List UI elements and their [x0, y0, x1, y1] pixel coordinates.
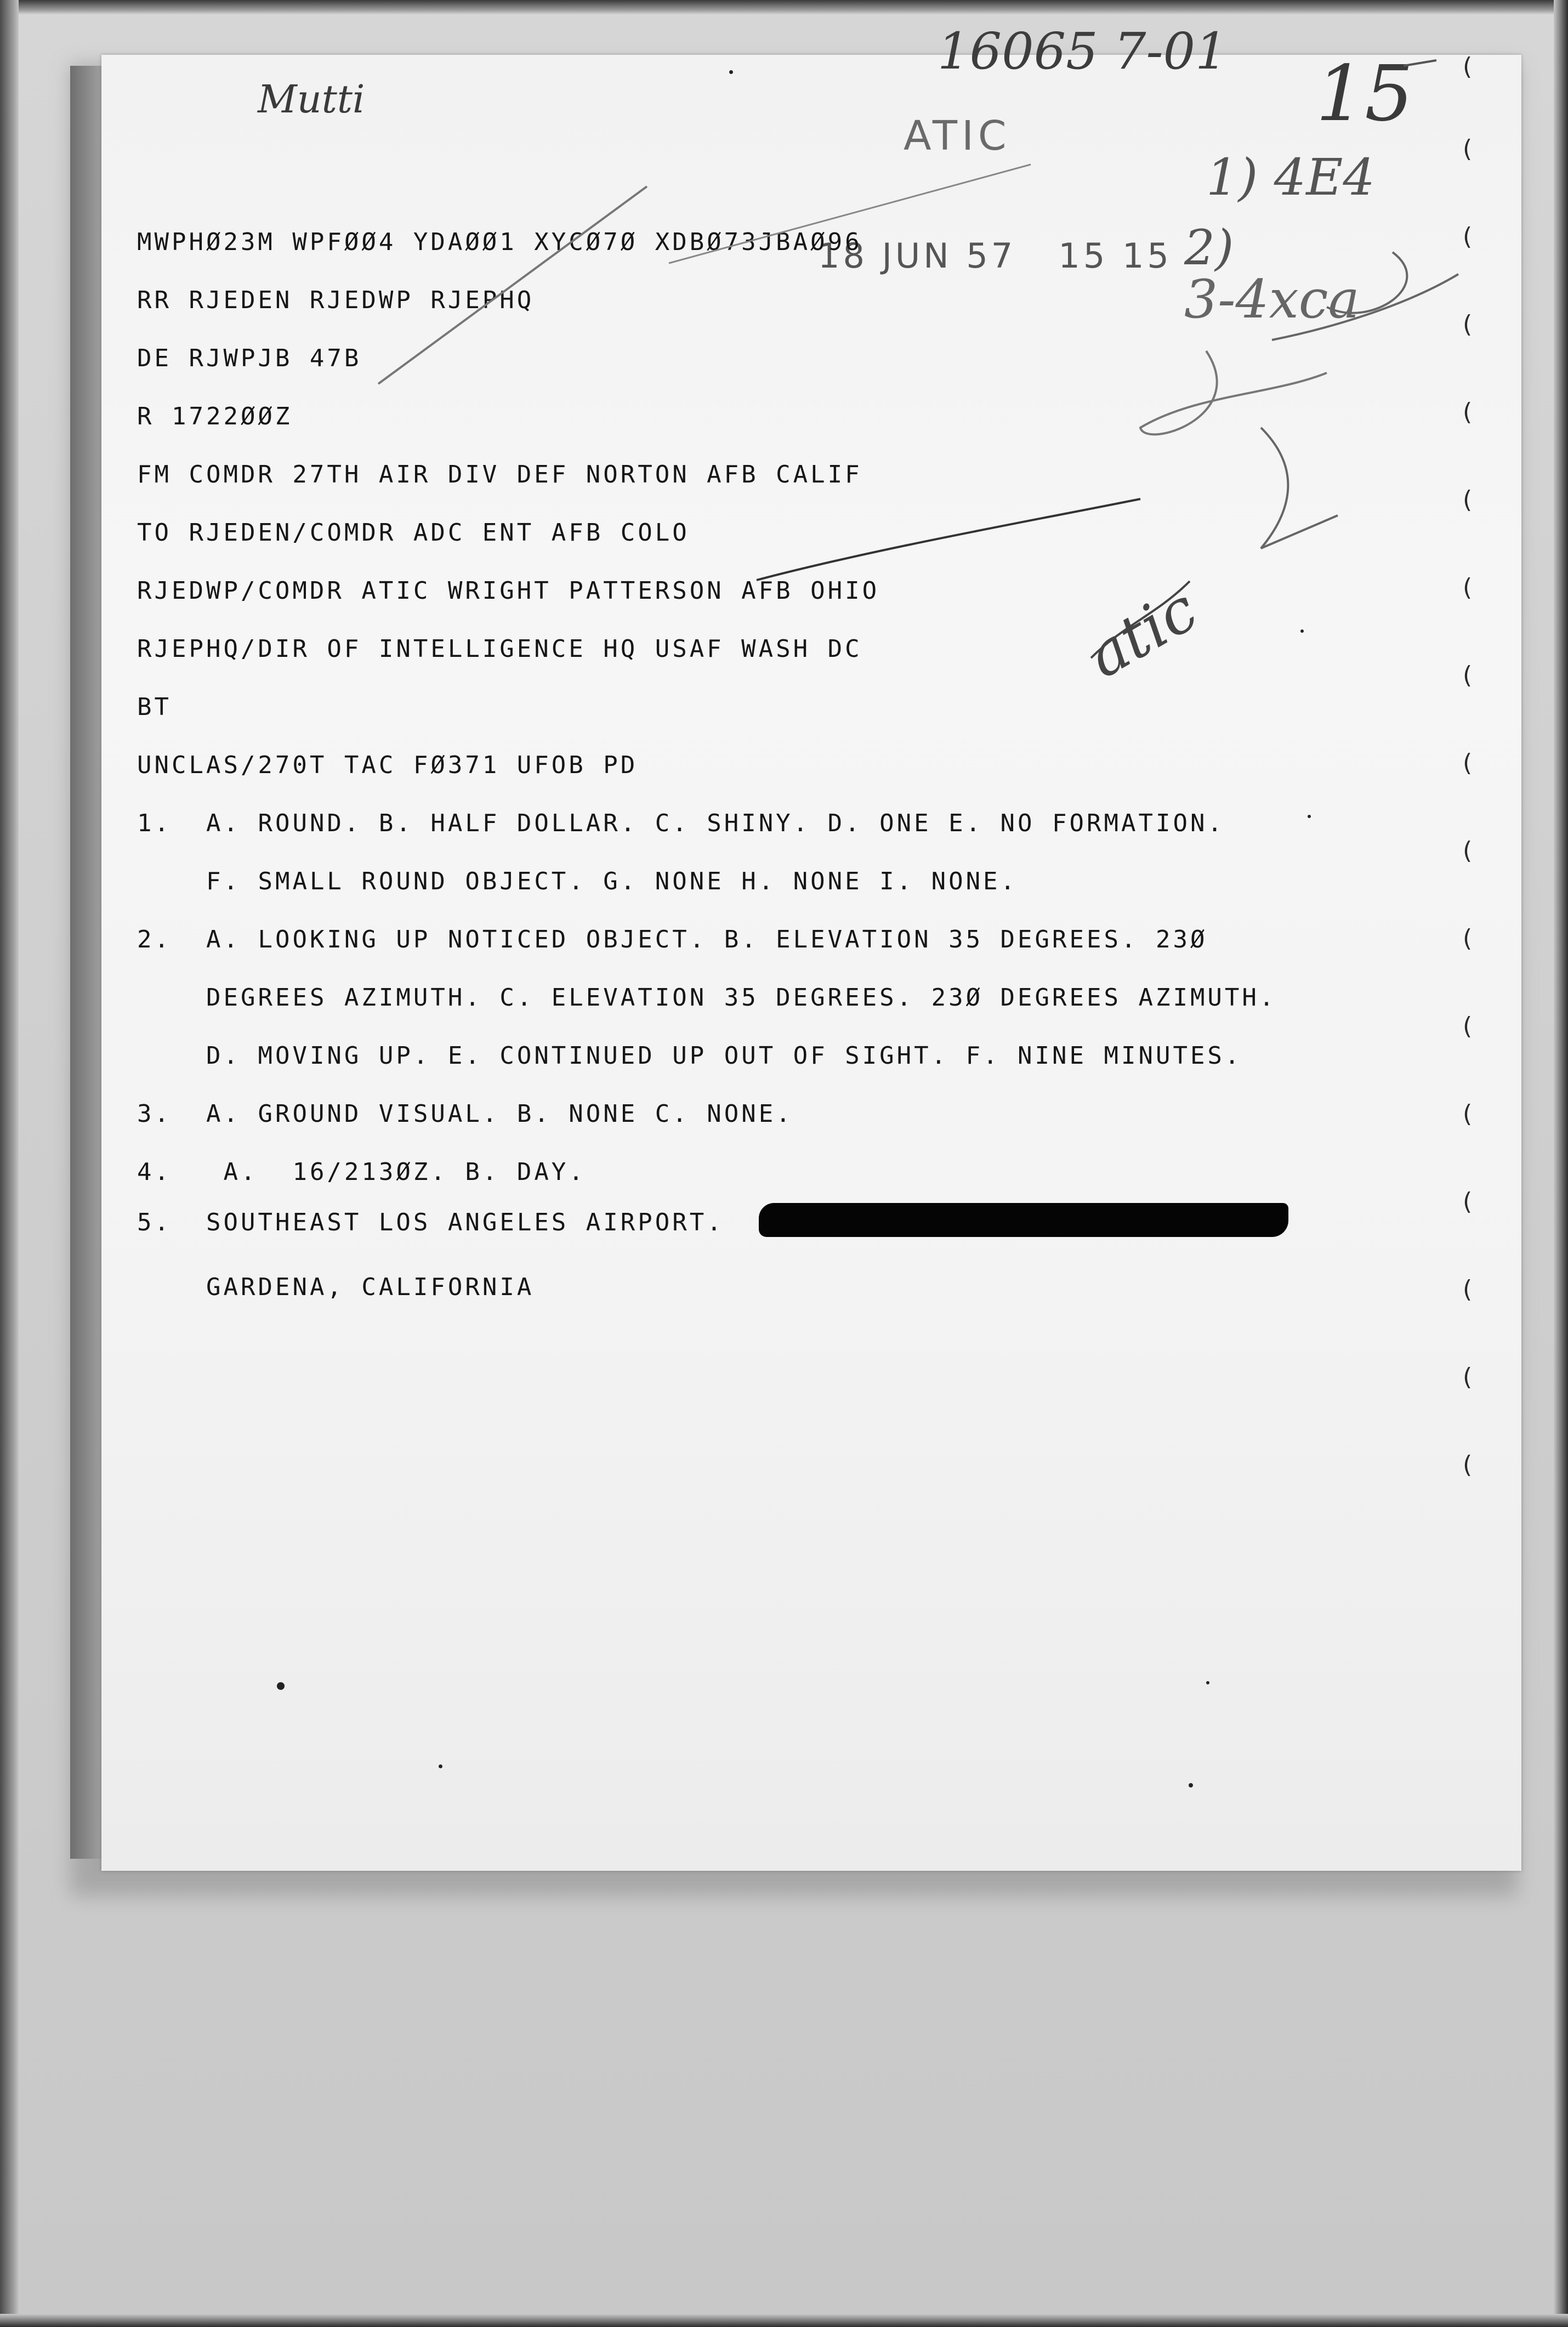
to-line: TO RJEDEN/COMDR ADC ENT AFB COLO [137, 519, 690, 547]
addressee-line-2: RJEDWP/COMDR ATIC WRIGHT PATTERSON AFB OHIO [137, 577, 880, 605]
handwritten-atic: atic [1075, 574, 1209, 692]
binder-hole-mark: ( [1463, 1363, 1473, 1391]
item-2-line-2: DEGREES AZIMUTH. C. ELEVATION 35 DEGREES. 23Ø DEGREES AZIMUTH. [206, 984, 1277, 1012]
binder-hole-mark: ( [1463, 486, 1473, 514]
pen-stroke [1140, 351, 1327, 434]
dust-speck [1206, 1681, 1209, 1684]
handwritten-note-3: 3-4xca [1184, 269, 1360, 330]
item-4-line-1: A. 16/213ØZ. B. DAY. [206, 1158, 586, 1186]
dust-speck [277, 1682, 285, 1690]
dust-speck [1189, 1783, 1193, 1787]
pen-stroke [1261, 428, 1338, 548]
handwritten-file-number: 16065 7-01 [938, 22, 1228, 81]
item-1-line-2: F. SMALL ROUND OBJECT. G. NONE H. NONE I. NONE. [206, 867, 1018, 895]
item-number: 1. [137, 809, 172, 837]
item-number: 4. [137, 1158, 172, 1186]
binder-hole-mark: ( [1463, 1100, 1473, 1128]
classification-line: UNCLAS/270T TAC FØ371 UFOB PD [137, 751, 638, 779]
item-2-line-3: D. MOVING UP. E. CONTINUED UP OUT OF SIGHT. F. NINE MINUTES. [206, 1042, 1242, 1070]
item-3-line-1: A. GROUND VISUAL. B. NONE C. NONE. [206, 1100, 793, 1128]
station-line: DE RJWPJB 47B [137, 344, 362, 372]
handwritten-page-number: 15 [1316, 49, 1414, 139]
binder-hole-mark: ( [1463, 1188, 1473, 1216]
binder-hole-mark: ( [1463, 53, 1473, 81]
binder-hole-mark: ( [1463, 310, 1473, 338]
date-time-stamp: 18 JUN 57 15 15 [818, 236, 1172, 276]
atic-stamp: ATIC [904, 112, 1011, 160]
handwritten-note-1: 1) 4E4 [1206, 148, 1375, 207]
precedence-line: RR RJEDEN RJEDWP RJEPHQ [137, 286, 535, 314]
from-line: FM COMDR 27TH AIR DIV DEF NORTON AFB CALIF [137, 461, 862, 489]
item-2-line-1: A. LOOKING UP NOTICED OBJECT. B. ELEVATION 35 DEGREES. 23Ø [206, 926, 1208, 953]
routing-line: MWPHØ23M WPFØØ4 YDAØØ1 XYCØ7Ø XDBØ73JBAØ96 [137, 228, 862, 256]
dust-speck [439, 1764, 442, 1768]
handwritten-note-2: 2) [1184, 219, 1234, 276]
dust-speck [1308, 815, 1311, 818]
item-5-line-2: GARDENA, CALIFORNIA [206, 1273, 535, 1301]
item-number: 5. [137, 1208, 172, 1236]
item-5-line-1: SOUTHEAST LOS ANGELES AIRPORT. [206, 1208, 724, 1236]
pen-stroke [1272, 252, 1458, 340]
pen-stroke [669, 164, 1031, 263]
binder-hole-mark: ( [1463, 837, 1473, 865]
binder-hole-mark: ( [1463, 574, 1473, 601]
pen-stroke [757, 499, 1140, 580]
binder-hole-mark: ( [1463, 924, 1473, 952]
dust-speck [1300, 629, 1304, 633]
binder-hole-mark: ( [1463, 398, 1473, 426]
item-number: 2. [137, 926, 172, 953]
pen-stroke [1404, 60, 1436, 66]
binder-hole-mark: ( [1463, 223, 1473, 251]
dust-speck [729, 70, 733, 74]
binder-hole-mark: ( [1463, 135, 1473, 163]
binder-hole-mark: ( [1463, 1275, 1473, 1303]
break-line: BT [137, 693, 172, 721]
binder-hole-mark: ( [1463, 749, 1473, 777]
binder-hole-mark: ( [1463, 661, 1473, 689]
item-number: 3. [137, 1100, 172, 1128]
handwritten-initials: Mutti [258, 77, 365, 122]
dtg-line: R 1722ØØZ [137, 402, 293, 430]
item-1-line-1: A. ROUND. B. HALF DOLLAR. C. SHINY. D. ONE E. NO FORMATION. [206, 809, 1225, 837]
binder-hole-mark: ( [1463, 1012, 1473, 1040]
addressee-line-3: RJEPHQ/DIR OF INTELLIGENCE HQ USAF WASH DC [137, 635, 862, 663]
pen-stroke [378, 186, 647, 384]
binder-hole-mark: ( [1463, 1451, 1473, 1479]
pen-stroke [1091, 581, 1190, 658]
